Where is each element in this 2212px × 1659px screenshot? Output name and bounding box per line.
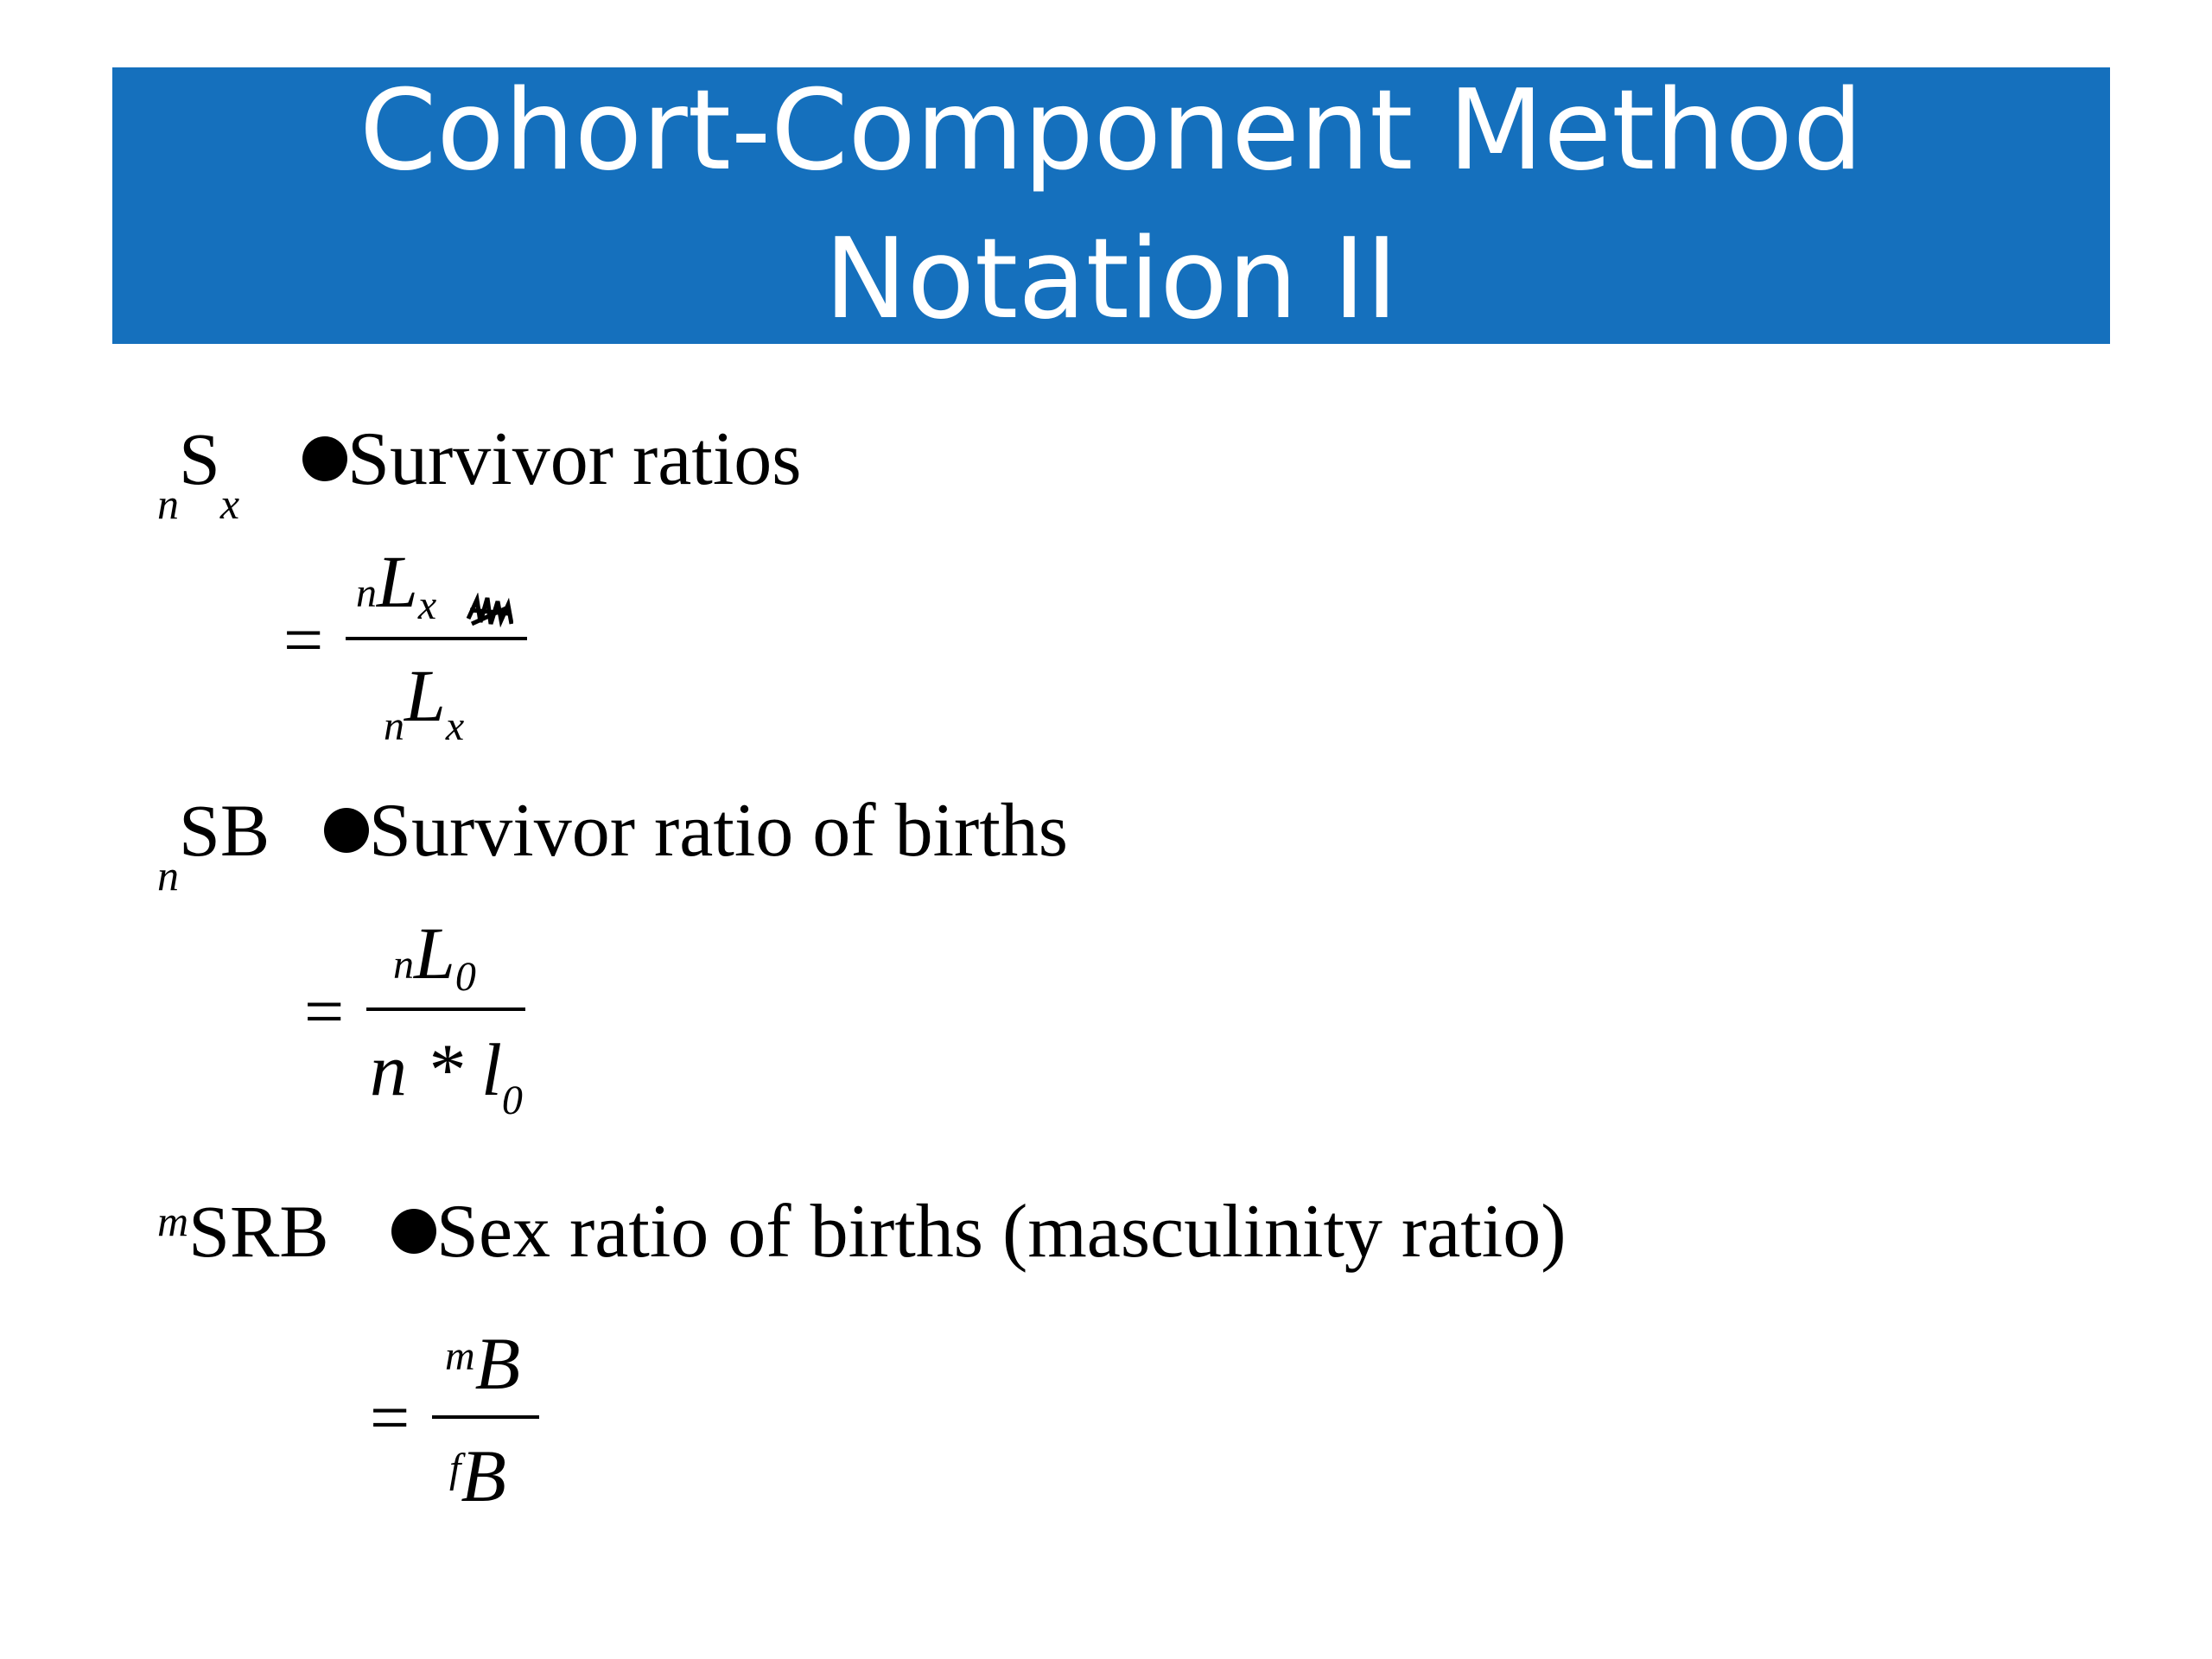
symbol-prefix: m (157, 1197, 189, 1245)
survivor-ratio-symbol (157, 417, 240, 528)
survivor-ratio-births-description: Survivor ratio of births (369, 789, 1069, 873)
formula-numerator: $^m$B (445, 1322, 521, 1405)
formula-denominator: $_nL_x$ (384, 654, 465, 749)
symbol-subscript: x (219, 480, 240, 528)
formula-numerator: nLx (356, 540, 437, 628)
symbol-prefix: n (157, 480, 179, 528)
survivor-ratio-births-symbol (157, 789, 270, 899)
bullet-icon (324, 808, 369, 853)
survivor-ratio-description: Survivor ratios (347, 417, 802, 501)
bullet-icon (391, 1209, 436, 1254)
title-banner (112, 67, 2110, 344)
bullet-icon (302, 436, 347, 481)
symbol-main: S (179, 417, 220, 500)
sex-ratio-births-description: Sex ratio of births (masculinity ratio) (436, 1190, 1567, 1274)
fraction-bar (432, 1415, 539, 1419)
fraction-bar (366, 1007, 525, 1011)
sex-ratio-births-symbol (157, 1190, 329, 1273)
title-line-2: Notation II (823, 215, 1399, 344)
symbol-main: SB (179, 789, 270, 872)
formula-denominator: n * $l_0$ (370, 1028, 523, 1123)
formula-denominator: $^f$B (449, 1434, 506, 1517)
ink-scribble (465, 593, 513, 631)
equals-sign: = (370, 1378, 410, 1457)
equals-sign: = (304, 972, 345, 1051)
title-line-1: Cohort-Component Method (359, 67, 1863, 195)
equals-sign: = (283, 601, 324, 679)
symbol-main: SRB (188, 1190, 329, 1273)
symbol-prefix: n (157, 851, 179, 899)
formula-numerator: nL0 (393, 912, 476, 1000)
fraction-bar (346, 637, 527, 640)
